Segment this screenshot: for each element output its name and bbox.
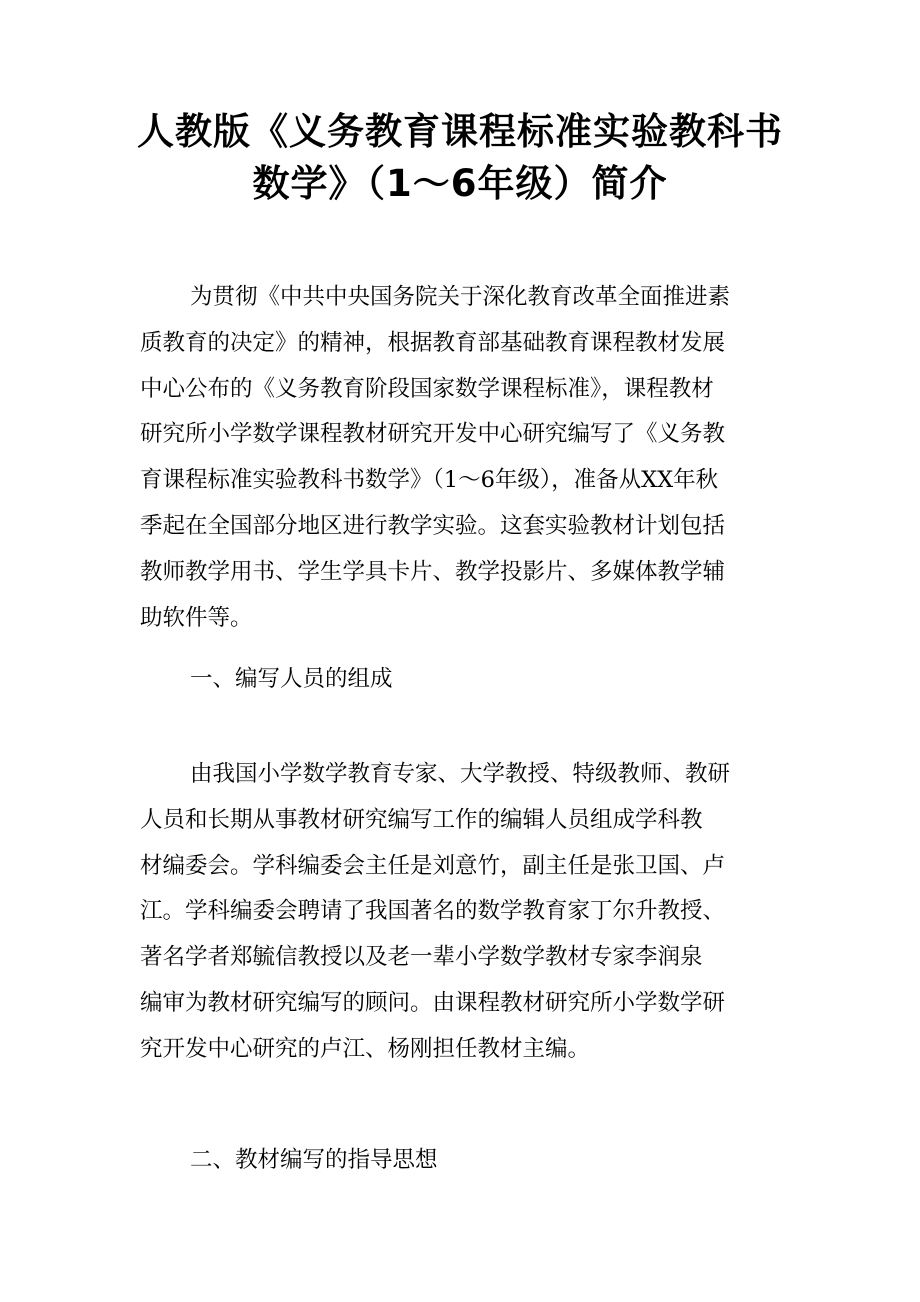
document-title-line-2: 数学》（1～6年级）简介: [252, 162, 668, 205]
paragraph-line: 著名学者郑毓信教授以及老一辈小学数学教材专家李润泉: [140, 944, 703, 971]
paragraph-line: 编审为教材研究编写的顾问。由课程教材研究所小学数学研: [140, 989, 726, 1016]
document-title-line-1: 人教版《义务教育课程标准实验教科书: [137, 110, 783, 153]
paragraph-line: 助软件等。: [140, 604, 253, 631]
paragraph-line: 研究所小学数学课程教材研究开发中心研究编写了《义务教: [140, 421, 726, 448]
paragraph-line: 质教育的决定》的精神，根据教育部基础教育课程教材发展: [140, 329, 726, 356]
paragraph-line: 教师教学用书、学生学具卡片、教学投影片、多媒体教学辅: [140, 558, 726, 585]
paragraph-line: 为贯彻《中共中央国务院关于深化教育改革全面推进素: [190, 284, 731, 310]
paragraph-line: 季起在全国部分地区进行教学实验。这套实验教材计划包括: [140, 512, 726, 539]
intro-paragraph: [140, 275, 800, 641]
paragraph-line: 育课程标准实验教科书数学》（1～6年级），准备从XX年秋: [140, 467, 719, 494]
section-1-heading: 一、编写人员的组成: [190, 666, 393, 692]
section-1-paragraph: [140, 752, 800, 1073]
paragraph-line: 究开发中心研究的卢江、杨刚担任教材主编。: [140, 1035, 591, 1062]
paragraph-line: 由我国小学数学教育专家、大学教授、特级教师、教研: [190, 761, 731, 787]
section-2-heading: 二、教材编写的指导思想: [190, 1147, 438, 1173]
paragraph-line: 中心公布的《义务教育阶段国家数学课程标准》，课程教材: [140, 375, 714, 402]
paragraph-line: 人员和长期从事教材研究编写工作的编辑人员组成学科教: [140, 806, 703, 833]
paragraph-line: 江。学科编委会聘请了我国著名的数学教育家丁尔升教授、: [140, 898, 726, 925]
paragraph-line: 材编委会。学科编委会主任是刘意竹，副主任是张卫国、卢: [140, 852, 726, 879]
